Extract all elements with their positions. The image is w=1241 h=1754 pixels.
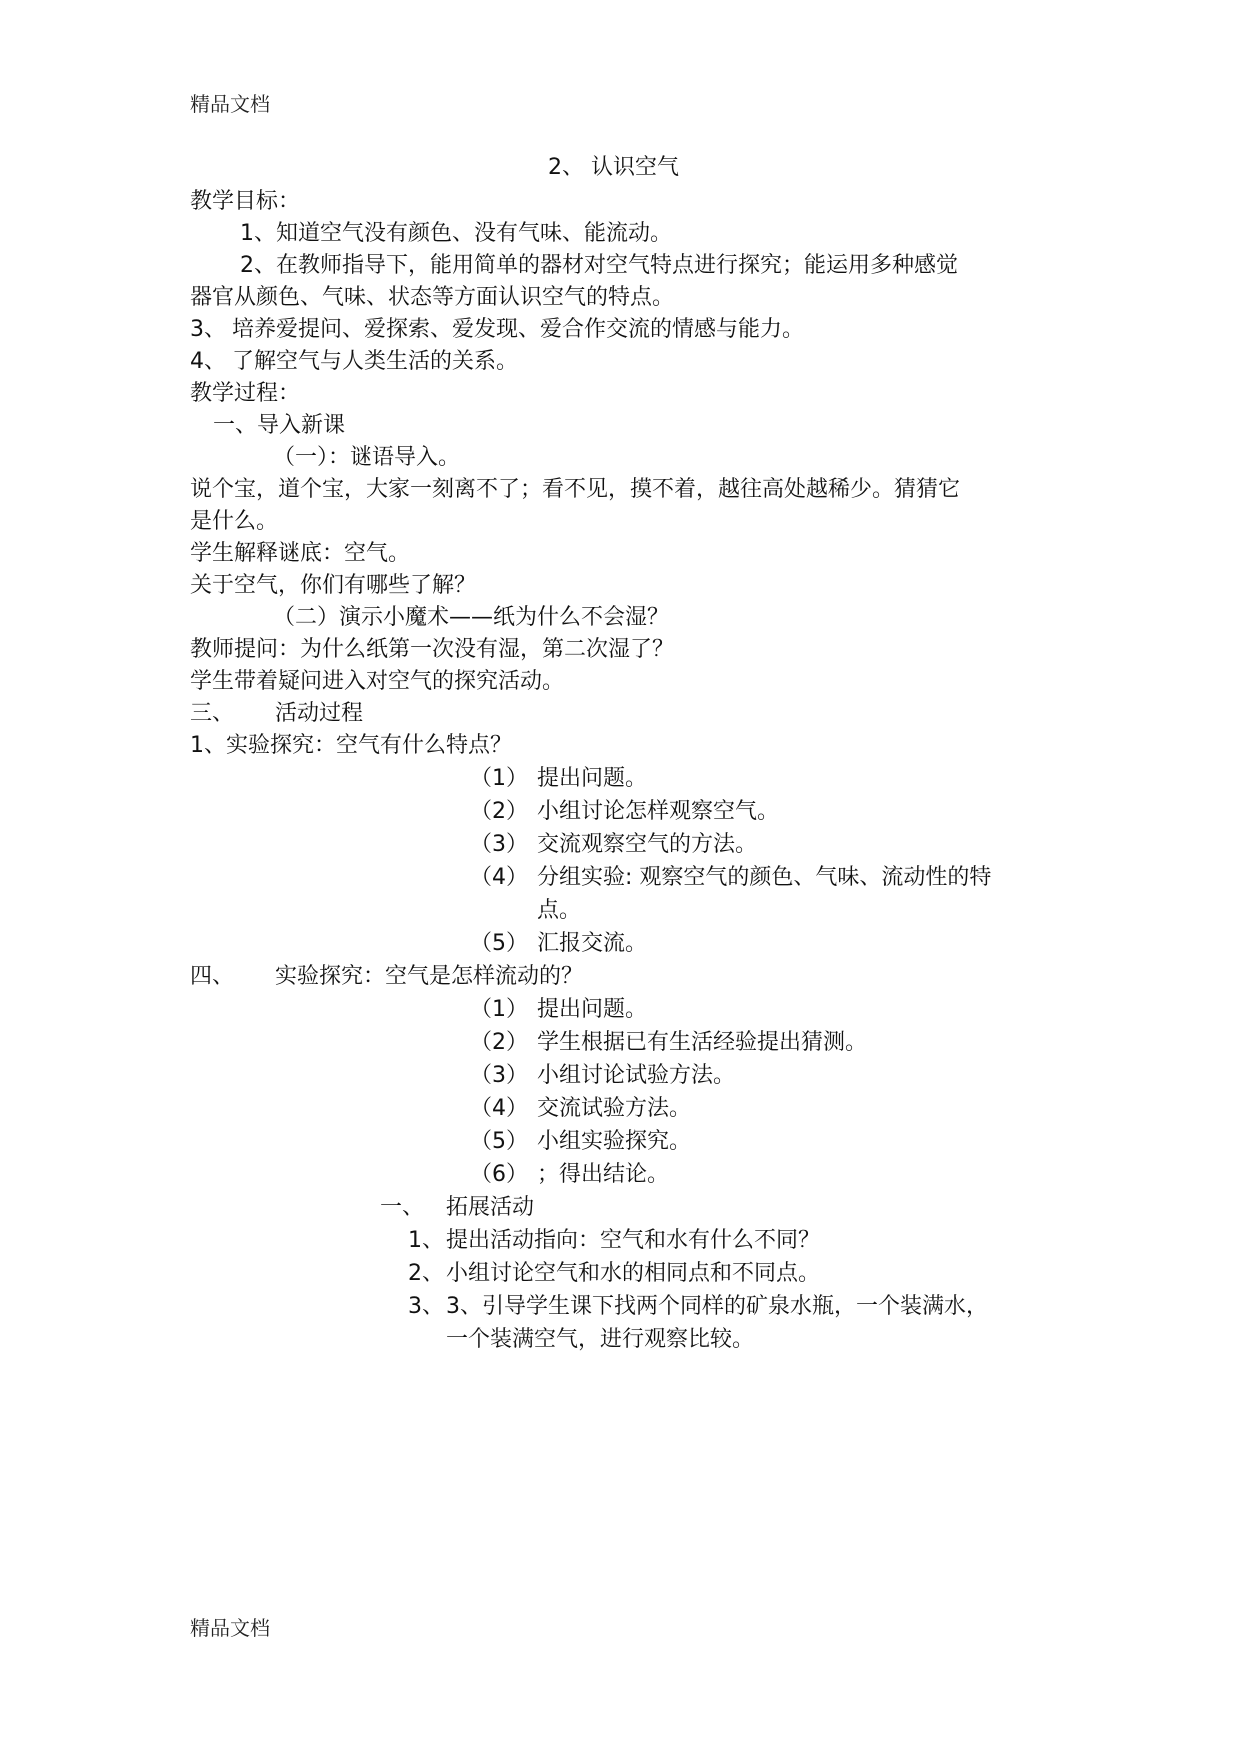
page-header: 精品文档 [190, 92, 270, 116]
subsection-1a: （一）：谜语导入。 [273, 445, 461, 470]
extension-item-number: 1、 [408, 1228, 444, 1253]
goal-1: 1、知道空气没有颜色、没有气味、能流动。 [240, 221, 672, 246]
section-3-heading: 活动过程 [275, 701, 364, 726]
exp2-step-text: 小组讨论试验方法。 [537, 1063, 736, 1088]
section-1-heading: 一、导入新课 [213, 413, 346, 438]
process-heading: 教学过程： [190, 381, 301, 406]
teacher-question: 教师提问：为什么纸第一次没有湿，第二次湿了？ [190, 637, 675, 662]
exp1-step-number: （3） [470, 832, 528, 857]
extension-item-text: 小组讨论空气和水的相同点和不同点。 [446, 1261, 821, 1286]
exp1-step-text-continued: 点。 [537, 898, 582, 923]
section-3-number: 三、 [190, 701, 235, 726]
exp2-step-text: ；得出结论。 [537, 1162, 670, 1187]
exp1-step-text: 小组讨论怎样观察空气。 [537, 799, 780, 824]
exp2-step-text: 学生根据已有生活经验提出猜测。 [537, 1030, 868, 1055]
extension-item-number: 3、 [408, 1294, 444, 1319]
exp1-step-number: （2） [470, 799, 528, 824]
section-4-number: 四、 [190, 964, 235, 989]
goal-3: 培养爱提问、爱探索、爱发现、爱合作交流的情感与能力。 [232, 317, 805, 342]
students-statement: 学生带着疑问进入对空气的探究活动。 [190, 669, 565, 694]
exp1-step-number: （5） [470, 931, 528, 956]
exp2-step-number: （3） [470, 1063, 528, 1088]
goal-2-line-1: 2、在教师指导下，能用简单的器材对空气特点进行探究；能运用多种感觉 [240, 253, 958, 278]
exp1-step-number: （1） [470, 766, 528, 791]
exp2-step-text: 小组实验探究。 [537, 1129, 692, 1154]
exp1-step-text: 汇报交流。 [537, 931, 648, 956]
goal-4-number: 4、 [190, 349, 226, 374]
exp2-step-number: （2） [470, 1030, 528, 1055]
extension-item-text: 提出活动指向：空气和水有什么不同？ [446, 1228, 821, 1253]
page-title: 2、 认识空气 [548, 155, 679, 180]
extension-item-text-continued: 一个装满空气，进行观察比较。 [446, 1327, 755, 1352]
riddle-line-1: 说个宝，道个宝，大家一刻离不了；看不见，摸不着，越往高处越稀少。猜猜它 [190, 477, 961, 502]
exp2-step-number: （4） [470, 1096, 528, 1121]
exp1-step-text: 提出问题。 [537, 766, 648, 791]
riddle-line-2: 是什么。 [190, 509, 279, 534]
extension-item-text: 3、引导学生课下找两个同样的矿泉水瓶，一个装满水， [446, 1294, 988, 1319]
riddle-answer: 学生解释谜底：空气。 [190, 541, 411, 566]
exp2-step-number: （5） [470, 1129, 528, 1154]
extension-item-number: 2、 [408, 1261, 444, 1286]
goal-3-number: 3、 [190, 317, 226, 342]
subsection-1b: （二）演示小魔术——纸为什么不会湿？ [273, 605, 670, 630]
exp1-step-text: 交流观察空气的方法。 [537, 832, 758, 857]
page-footer: 精品文档 [190, 1616, 270, 1640]
goals-heading: 教学目标： [190, 189, 301, 214]
exp1-step-number: （4） [470, 865, 528, 890]
section-4-heading: 实验探究：空气是怎样流动的？ [275, 964, 584, 989]
exp2-step-text: 交流试验方法。 [537, 1096, 692, 1121]
experiment-1-heading: 1、实验探究：空气有什么特点？ [190, 733, 512, 758]
exp1-step-text: 分组实验: 观察空气的颜色、气味、流动性的特 [537, 865, 992, 890]
exp2-step-text: 提出问题。 [537, 997, 648, 1022]
exp2-step-number: （1） [470, 997, 528, 1022]
goal-4: 了解空气与人类生活的关系。 [232, 349, 519, 374]
goal-2-line-2: 器官从颜色、气味、状态等方面认识空气的特点。 [190, 285, 675, 310]
exp2-step-number: （6） [470, 1162, 528, 1187]
extension-number: 一、 [380, 1195, 425, 1220]
extension-heading: 拓展活动 [446, 1195, 535, 1220]
question-about-air: 关于空气，你们有哪些了解？ [190, 573, 477, 598]
